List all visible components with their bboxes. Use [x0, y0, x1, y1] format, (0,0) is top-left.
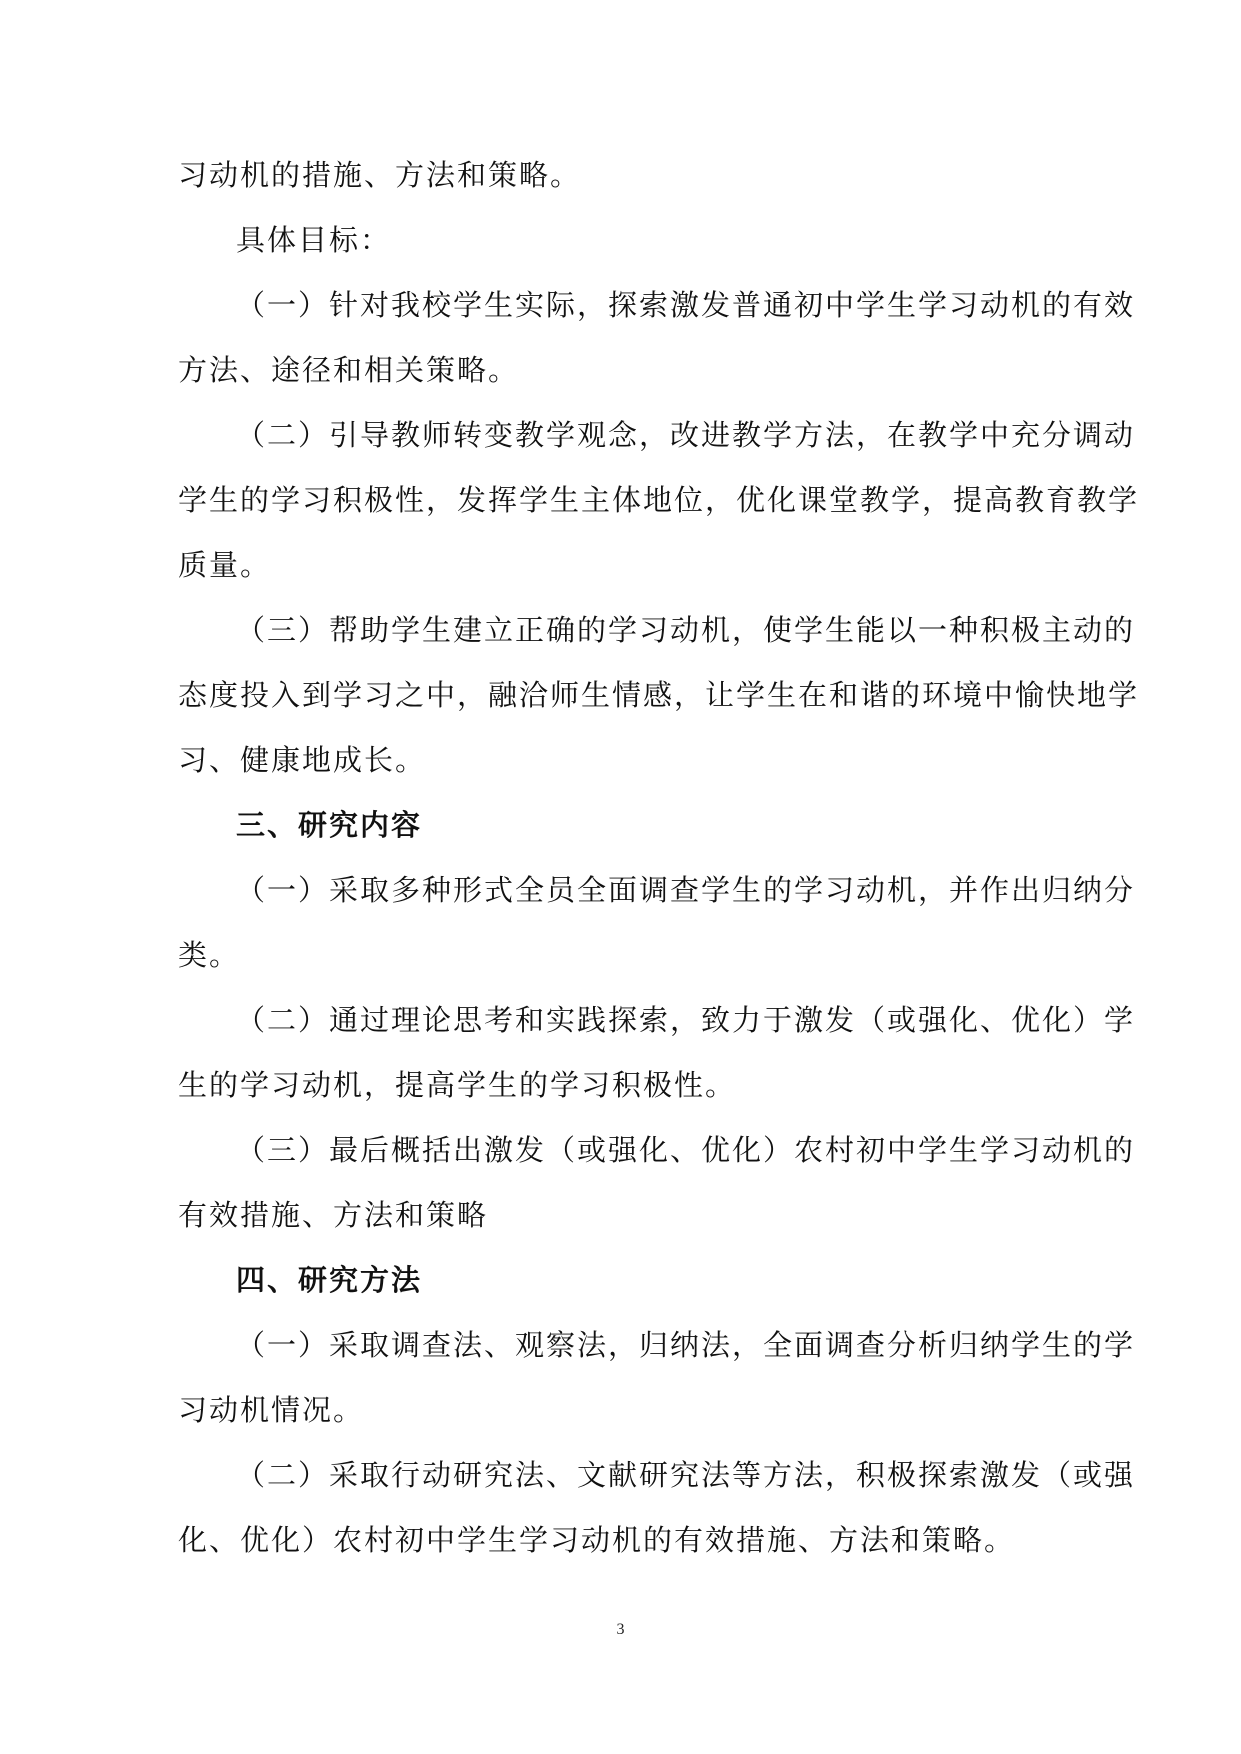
section-heading: 三、研究内容: [236, 808, 423, 842]
text-line: （一）针对我校学生实际，探索激发普通初中学生学习动机的有效: [236, 288, 1136, 322]
text-line: 习动机情况。: [178, 1393, 365, 1427]
text-line: （一）采取多种形式全员全面调查学生的学习动机，并作出归纳分: [236, 873, 1136, 907]
text-line: 习动机的措施、方法和策略。: [178, 158, 582, 192]
text-line: （三）帮助学生建立正确的学习动机，使学生能以一种积极主动的: [236, 613, 1136, 647]
text-line: 有效措施、方法和策略: [178, 1198, 489, 1232]
text-line: （三）最后概括出激发（或强化、优化）农村初中学生学习动机的: [236, 1133, 1136, 1167]
text-line: 类。: [178, 938, 241, 972]
text-line: 态度投入到学习之中，融洽师生情感，让学生在和谐的环境中愉快地学: [178, 678, 1140, 712]
section-heading: 四、研究方法: [236, 1263, 423, 1297]
text-line: 质量。: [178, 548, 272, 582]
text-line: 生的学习动机，提高学生的学习积极性。: [178, 1068, 737, 1102]
text-line: 化、优化）农村初中学生学习动机的有效措施、方法和策略。: [178, 1523, 1016, 1557]
text-line: （二）采取行动研究法、文献研究法等方法，积极探索激发（或强: [236, 1458, 1136, 1492]
text-line: （一）采取调查法、观察法，归纳法，全面调查分析归纳学生的学: [236, 1328, 1136, 1362]
text-line: 习、健康地成长。: [178, 743, 427, 777]
text-line: （二）引导教师转变教学观念，改进教学方法，在教学中充分调动: [236, 418, 1136, 452]
body-text: [178, 143, 1140, 1573]
text-line: 学生的学习积极性，发挥学生主体地位，优化课堂教学，提高教育教学: [178, 483, 1140, 517]
text-line: 方法、途径和相关策略。: [178, 353, 520, 387]
text-line: （二）通过理论思考和实践探索，致力于激发（或强化、优化）学: [236, 1003, 1136, 1037]
text-line: 具体目标：: [236, 223, 392, 257]
page-number: 3: [616, 1621, 625, 1638]
